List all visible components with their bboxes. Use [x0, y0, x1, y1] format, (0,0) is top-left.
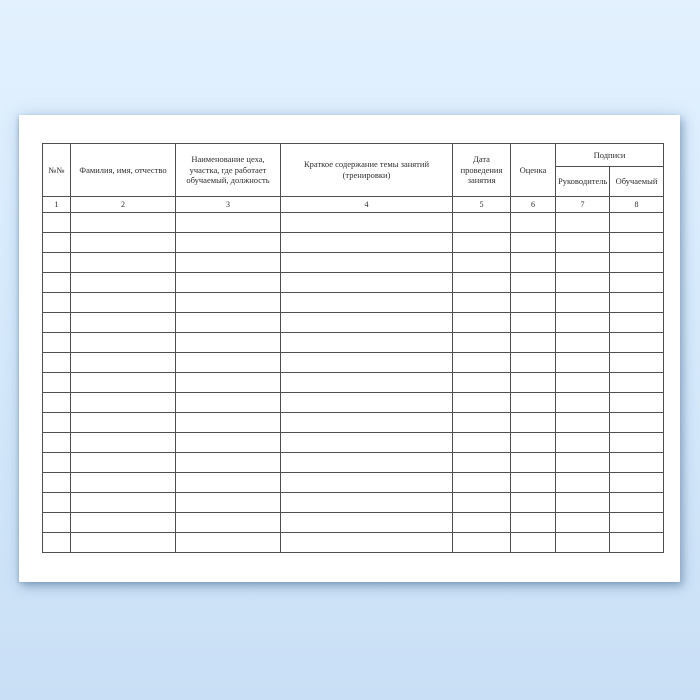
- body-cell: [71, 513, 176, 533]
- body-cell: [71, 213, 176, 233]
- body-cell: [511, 533, 556, 553]
- journal-table: [42, 143, 664, 553]
- body-cell: [610, 373, 664, 393]
- body-cell: [71, 433, 176, 453]
- header-cell-date: Дата проведения занятия: [453, 144, 511, 197]
- body-cell: [281, 273, 453, 293]
- body-row: [43, 373, 664, 393]
- body-cell: [176, 413, 281, 433]
- body-cell: [43, 453, 71, 473]
- body-cell: [71, 413, 176, 433]
- body-cell: [556, 213, 610, 233]
- body-row: [43, 513, 664, 533]
- body-cell: [610, 413, 664, 433]
- body-cell: [453, 533, 511, 553]
- body-cell: [556, 453, 610, 473]
- body-cell: [281, 293, 453, 313]
- body-cell: [43, 413, 71, 433]
- body-cell: [610, 393, 664, 413]
- body-cell: [176, 493, 281, 513]
- body-cell: [281, 413, 453, 433]
- body-cell: [556, 433, 610, 453]
- header-cell-name: Фамилия, имя, отчество: [71, 144, 176, 197]
- body-row: [43, 453, 664, 473]
- body-cell: [453, 433, 511, 453]
- journal-table-body: [43, 213, 664, 553]
- body-cell: [511, 313, 556, 333]
- body-cell: [71, 493, 176, 513]
- body-cell: [176, 433, 281, 453]
- body-cell: [176, 333, 281, 353]
- body-row: [43, 413, 664, 433]
- body-cell: [176, 293, 281, 313]
- body-cell: [453, 353, 511, 373]
- body-cell: [43, 273, 71, 293]
- column-number-cell: 7: [556, 197, 610, 213]
- body-cell: [281, 253, 453, 273]
- body-row: [43, 273, 664, 293]
- body-cell: [610, 293, 664, 313]
- body-cell: [281, 453, 453, 473]
- body-cell: [43, 353, 71, 373]
- body-cell: [511, 473, 556, 493]
- body-cell: [176, 353, 281, 373]
- body-row: [43, 473, 664, 493]
- body-cell: [71, 313, 176, 333]
- body-cell: [71, 353, 176, 373]
- body-cell: [511, 513, 556, 533]
- body-cell: [511, 233, 556, 253]
- body-cell: [281, 353, 453, 373]
- body-cell: [511, 373, 556, 393]
- body-cell: [610, 513, 664, 533]
- body-cell: [453, 513, 511, 533]
- body-row: [43, 313, 664, 333]
- body-row: [43, 253, 664, 273]
- body-cell: [43, 253, 71, 273]
- body-cell: [176, 253, 281, 273]
- body-cell: [71, 393, 176, 413]
- body-cell: [610, 473, 664, 493]
- body-cell: [43, 493, 71, 513]
- body-cell: [453, 253, 511, 273]
- header-cell-number: №№: [43, 144, 71, 197]
- body-cell: [610, 453, 664, 473]
- body-cell: [511, 213, 556, 233]
- body-cell: [281, 233, 453, 253]
- body-cell: [43, 393, 71, 413]
- body-cell: [511, 493, 556, 513]
- body-cell: [610, 213, 664, 233]
- body-cell: [511, 293, 556, 313]
- body-cell: [281, 493, 453, 513]
- body-cell: [453, 293, 511, 313]
- body-cell: [556, 513, 610, 533]
- column-number-cell: 6: [511, 197, 556, 213]
- body-cell: [453, 313, 511, 333]
- paper-sheet: [19, 115, 680, 582]
- body-cell: [43, 213, 71, 233]
- body-row: [43, 433, 664, 453]
- body-cell: [511, 273, 556, 293]
- body-cell: [43, 473, 71, 493]
- body-row: [43, 233, 664, 253]
- body-cell: [281, 533, 453, 553]
- body-cell: [281, 513, 453, 533]
- body-cell: [281, 313, 453, 333]
- body-cell: [610, 313, 664, 333]
- body-cell: [71, 453, 176, 473]
- body-cell: [176, 233, 281, 253]
- body-cell: [176, 473, 281, 493]
- body-cell: [453, 233, 511, 253]
- body-cell: [511, 433, 556, 453]
- column-number-cell: 5: [453, 197, 511, 213]
- body-cell: [176, 213, 281, 233]
- body-cell: [556, 393, 610, 413]
- body-cell: [43, 333, 71, 353]
- body-cell: [556, 373, 610, 393]
- body-cell: [176, 533, 281, 553]
- body-row: [43, 533, 664, 553]
- body-cell: [453, 413, 511, 433]
- body-cell: [176, 373, 281, 393]
- body-cell: [511, 453, 556, 473]
- body-cell: [71, 473, 176, 493]
- body-cell: [281, 393, 453, 413]
- body-cell: [610, 333, 664, 353]
- body-cell: [610, 433, 664, 453]
- column-numbers-row: [43, 197, 664, 213]
- body-cell: [281, 333, 453, 353]
- body-row: [43, 393, 664, 413]
- body-cell: [610, 493, 664, 513]
- body-cell: [71, 333, 176, 353]
- body-cell: [43, 433, 71, 453]
- body-row: [43, 293, 664, 313]
- body-cell: [71, 533, 176, 553]
- body-cell: [71, 233, 176, 253]
- column-number-cell: 8: [610, 197, 664, 213]
- body-cell: [453, 373, 511, 393]
- body-cell: [176, 313, 281, 333]
- body-cell: [453, 473, 511, 493]
- body-cell: [453, 273, 511, 293]
- body-cell: [71, 273, 176, 293]
- body-cell: [176, 453, 281, 473]
- body-cell: [453, 393, 511, 413]
- header-cell-sig-trainee: Обучаемый: [610, 167, 664, 197]
- body-cell: [453, 213, 511, 233]
- body-row: [43, 333, 664, 353]
- body-cell: [511, 253, 556, 273]
- body-cell: [43, 233, 71, 253]
- body-cell: [71, 373, 176, 393]
- body-cell: [43, 373, 71, 393]
- header-cell-sig-leader: Руководитель: [556, 167, 610, 197]
- column-number-cell: 1: [43, 197, 71, 213]
- body-cell: [610, 273, 664, 293]
- body-cell: [453, 493, 511, 513]
- body-cell: [556, 533, 610, 553]
- body-cell: [176, 393, 281, 413]
- body-cell: [511, 333, 556, 353]
- body-cell: [511, 393, 556, 413]
- body-cell: [71, 293, 176, 313]
- body-cell: [43, 293, 71, 313]
- body-cell: [511, 353, 556, 373]
- header-cell-workplace: Наименование цеха, участка, где работает обучаемый, должность: [176, 144, 281, 197]
- body-cell: [556, 313, 610, 333]
- body-cell: [43, 313, 71, 333]
- header-cell-grade: Оценка: [511, 144, 556, 197]
- body-cell: [556, 333, 610, 353]
- body-cell: [556, 273, 610, 293]
- body-cell: [176, 273, 281, 293]
- body-cell: [281, 433, 453, 453]
- body-cell: [281, 213, 453, 233]
- body-cell: [453, 453, 511, 473]
- body-cell: [556, 473, 610, 493]
- column-number-cell: 3: [176, 197, 281, 213]
- body-cell: [610, 253, 664, 273]
- body-cell: [281, 373, 453, 393]
- header-row: [43, 144, 664, 167]
- body-cell: [556, 253, 610, 273]
- body-cell: [281, 473, 453, 493]
- body-cell: [610, 533, 664, 553]
- body-cell: [453, 333, 511, 353]
- body-cell: [556, 493, 610, 513]
- body-row: [43, 493, 664, 513]
- body-cell: [556, 233, 610, 253]
- body-cell: [556, 293, 610, 313]
- body-cell: [610, 233, 664, 253]
- body-cell: [43, 533, 71, 553]
- body-cell: [556, 353, 610, 373]
- header-cell-topic: Краткое содержание темы занятий (тренировки): [281, 144, 453, 197]
- body-cell: [511, 413, 556, 433]
- body-cell: [176, 513, 281, 533]
- body-cell: [43, 513, 71, 533]
- body-row: [43, 213, 664, 233]
- body-cell: [610, 353, 664, 373]
- body-row: [43, 353, 664, 373]
- header-cell-signatures: Подписи: [556, 144, 664, 167]
- column-number-cell: 2: [71, 197, 176, 213]
- body-cell: [71, 253, 176, 273]
- column-number-cell: 4: [281, 197, 453, 213]
- body-cell: [556, 413, 610, 433]
